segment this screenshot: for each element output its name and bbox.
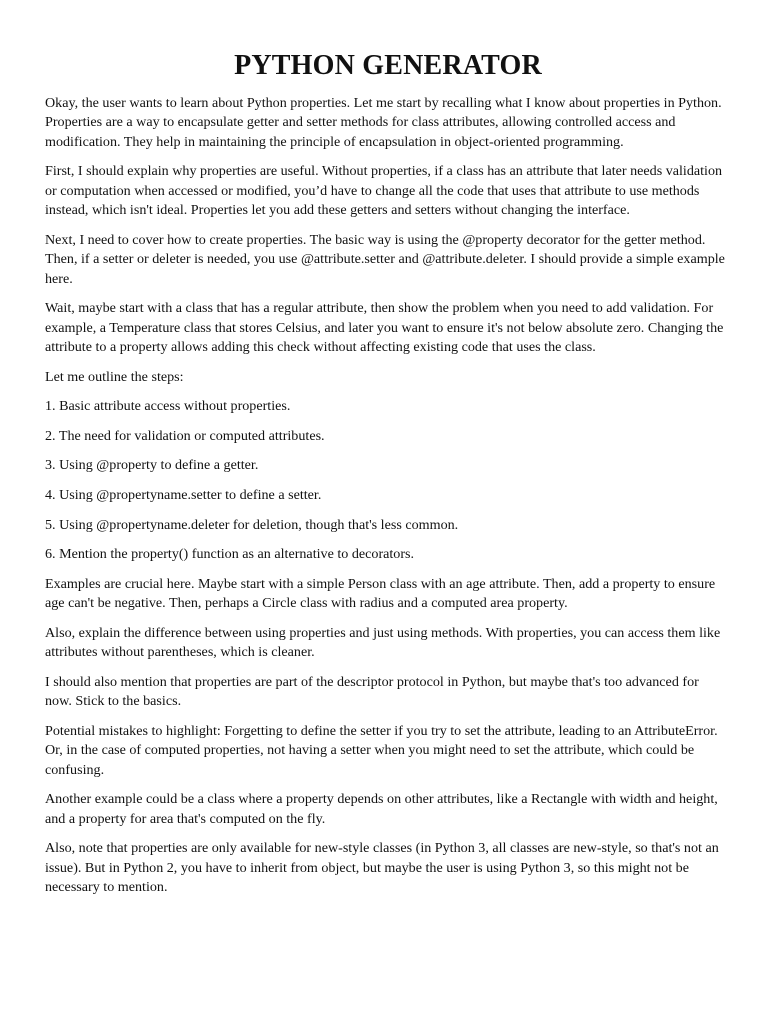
paragraph-why-useful: First, I should explain why properties are useful. Without properties, if a class has an attribute that later needs validation or computation when accessed or modified, you’d have to change all the code that uses that attribute to use methods instead, which isn't ideal. Properties let you add these getters and setters without changing the interface. [45, 163, 723, 219]
page-title: PYTHON GENERATOR [234, 50, 542, 81]
paragraph-properties-vs-methods: Also, explain the difference between using properties and just using methods. With properties, you can access them like attributes without parentheses, which is cleaner. [45, 624, 721, 661]
list-item-step-5: 5. Using @propertyname.deleter for deletion, though that's less common. [45, 516, 459, 533]
paragraph-examples: Examples are crucial here. Maybe start with a simple Person class with an age attribute. Then, add a property to ensure age can't be negative. Then, perhaps a Circle class with radius and a computed area property. [45, 575, 716, 612]
paragraph-rectangle-example: Another example could be a class where a property depends on other attributes, like a Rectangle with width and height, and a property for area that's computed on the fly. [45, 791, 718, 827]
paragraph-outline-intro: Let me outline the steps: [45, 368, 184, 385]
list-item-step-4: 4. Using @propertyname.setter to define a setter. [45, 487, 322, 503]
paragraph-intro: Okay, the user wants to learn about Python properties. Let me start by recalling what I know about properties in Python. Properties are a way to encapsulate getter and setter methods for class attributes, allowing controlled access and modification. They help in maintaining the principle of encapsulation in object-oriented programming. [45, 95, 722, 150]
list-item-step-2: 2. The need for validation or computed attributes. [45, 427, 325, 444]
document-page [45, 46, 725, 908]
list-item-step-1: 1. Basic attribute access without properties. [45, 398, 291, 415]
paragraph-temperature-example: Wait, maybe start with a class that has a regular attribute, then show the problem when you need to add validation. For example, a Temperature class that stores Celsius, and later you want to ensure it's not below absolute zero. Changing the attribute to a property allows adding this check without affecting existing code that uses the class. [45, 300, 724, 356]
paragraph-descriptor-protocol: I should also mention that properties are part of the descriptor protocol in Python, but maybe that's too advanced for now. Stick to the basics. [45, 673, 699, 710]
paragraph-new-style-classes: Also, note that properties are only available for new-style classes (in Python 3, all classes are new-style, so that's not an issue). But in Python 2, you have to inherit from object, but maybe the user is using Python 3, so this might not be necessary to mention. [45, 840, 719, 895]
list-item-step-6: 6. Mention the property() function as an alternative to decorators. [45, 546, 415, 563]
paragraph-potential-mistakes: Potential mistakes to highlight: Forgetting to define the setter if you try to set the attribute, leading to an AttributeError. Or, in the case of computed properties, not having a setter when you might need to set the attribute, which could be confusing. [45, 722, 718, 778]
list-item-step-3: 3. Using @property to define a getter. [45, 457, 259, 474]
paragraph-how-to-create: Next, I need to cover how to create properties. The basic way is using the @property decorator for the getter method. Then, if a setter or deleter is needed, you use @attribute.setter and @attribute.deleter. I should provide a simple example here. [45, 231, 725, 287]
